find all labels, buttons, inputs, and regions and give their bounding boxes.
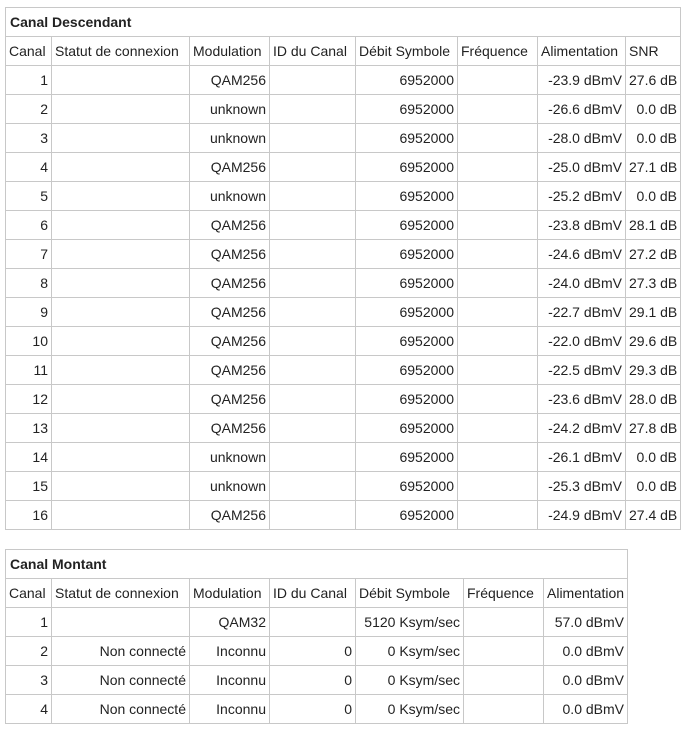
channel-id-cell <box>270 153 356 182</box>
table-row <box>6 95 681 124</box>
symbol-rate-cell: 6952000 <box>356 501 458 530</box>
modulation-cell: Inconnu <box>190 637 270 666</box>
snr-cell: 28.0 dB <box>626 385 681 414</box>
channel-cell: 16 <box>6 501 52 530</box>
channel-cell: 3 <box>6 666 52 695</box>
channel-id-cell <box>270 240 356 269</box>
channel-id-cell <box>270 472 356 501</box>
power-cell: -25.0 dBmV <box>538 153 626 182</box>
connection-status-cell <box>52 269 190 298</box>
snr-cell: 0.0 dB <box>626 95 681 124</box>
frequency-cell <box>458 501 538 530</box>
channel-cell: 11 <box>6 356 52 385</box>
channel-cell: 2 <box>6 637 52 666</box>
modulation-cell: QAM256 <box>190 414 270 443</box>
frequency-cell <box>464 695 544 724</box>
channel-cell: 15 <box>6 472 52 501</box>
channel-column-header: Canal <box>6 37 52 66</box>
channel-id-cell <box>270 124 356 153</box>
frequency-cell <box>458 182 538 211</box>
power-cell: 0.0 dBmV <box>544 637 628 666</box>
channel-id-cell <box>270 95 356 124</box>
modulation-cell: QAM256 <box>190 327 270 356</box>
power-cell: -23.8 dBmV <box>538 211 626 240</box>
channel-id-cell <box>270 385 356 414</box>
frequency-cell <box>458 211 538 240</box>
channel-cell: 4 <box>6 153 52 182</box>
snr-cell: 27.4 dB <box>626 501 681 530</box>
channel-column-header: Canal <box>6 579 52 608</box>
table-row <box>6 298 681 327</box>
power-cell: -22.0 dBmV <box>538 327 626 356</box>
symbol-rate-cell: 0 Ksym/sec <box>356 637 464 666</box>
connection-status-cell <box>52 356 190 385</box>
symbol-rate-cell: 6952000 <box>356 124 458 153</box>
channel-cell: 1 <box>6 66 52 95</box>
snr-cell: 29.6 dB <box>626 327 681 356</box>
channel-cell: 5 <box>6 182 52 211</box>
connection-status-cell <box>52 66 190 95</box>
modulation-column-header: Modulation <box>190 37 270 66</box>
channel-cell: 14 <box>6 443 52 472</box>
power-cell: -28.0 dBmV <box>538 124 626 153</box>
connection-status-cell <box>52 240 190 269</box>
frequency-column-header: Fréquence <box>458 37 538 66</box>
channel-cell: 2 <box>6 95 52 124</box>
frequency-cell <box>464 637 544 666</box>
power-cell: -25.2 dBmV <box>538 182 626 211</box>
modulation-cell: unknown <box>190 182 270 211</box>
channel-id-column-header: ID du Canal <box>270 579 356 608</box>
table-row <box>6 182 681 211</box>
symbol-rate-cell: 6952000 <box>356 211 458 240</box>
power-cell: 0.0 dBmV <box>544 666 628 695</box>
frequency-cell <box>458 327 538 356</box>
table-row <box>6 211 681 240</box>
modulation-cell: QAM256 <box>190 153 270 182</box>
power-cell: -24.0 dBmV <box>538 269 626 298</box>
modulation-cell: unknown <box>190 443 270 472</box>
connection-status-cell <box>52 327 190 356</box>
symbol-rate-cell: 0 Ksym/sec <box>356 695 464 724</box>
modulation-cell: QAM32 <box>190 608 270 637</box>
table-row <box>6 472 681 501</box>
snr-cell: 0.0 dB <box>626 124 681 153</box>
power-cell: 0.0 dBmV <box>544 695 628 724</box>
frequency-cell <box>458 443 538 472</box>
snr-cell: 29.3 dB <box>626 356 681 385</box>
symbol-rate-cell: 6952000 <box>356 356 458 385</box>
modulation-cell: unknown <box>190 124 270 153</box>
connection-status-cell <box>52 443 190 472</box>
table-row <box>6 637 628 666</box>
frequency-cell <box>458 124 538 153</box>
downstream-table-title: Canal Descendant <box>6 8 681 37</box>
connection-status-cell <box>52 211 190 240</box>
power-cell: -22.7 dBmV <box>538 298 626 327</box>
modulation-cell: QAM256 <box>190 211 270 240</box>
power-cell: -25.3 dBmV <box>538 472 626 501</box>
channel-cell: 13 <box>6 414 52 443</box>
table-row <box>6 695 628 724</box>
power-cell: -22.5 dBmV <box>538 356 626 385</box>
connection-status-cell <box>52 153 190 182</box>
upstream-channel-table <box>5 549 628 724</box>
channel-id-cell <box>270 269 356 298</box>
channel-cell: 7 <box>6 240 52 269</box>
downstream-table-body <box>6 66 681 530</box>
modulation-cell: QAM256 <box>190 501 270 530</box>
symbol-rate-cell: 6952000 <box>356 327 458 356</box>
modulation-cell: Inconnu <box>190 695 270 724</box>
symbol-rate-cell: 6952000 <box>356 385 458 414</box>
symbol-rate-cell: 6952000 <box>356 240 458 269</box>
snr-cell: 0.0 dB <box>626 443 681 472</box>
channel-cell: 4 <box>6 695 52 724</box>
modulation-cell: QAM256 <box>190 385 270 414</box>
channel-id-cell <box>270 211 356 240</box>
channel-id-cell <box>270 443 356 472</box>
channel-id-cell <box>270 182 356 211</box>
power-column-header: Alimentation <box>544 579 628 608</box>
channel-id-cell: 0 <box>270 666 356 695</box>
frequency-cell <box>458 66 538 95</box>
channel-cell: 1 <box>6 608 52 637</box>
symbol-rate-cell: 6952000 <box>356 472 458 501</box>
frequency-cell <box>458 153 538 182</box>
table-row <box>6 385 681 414</box>
power-cell: -26.6 dBmV <box>538 95 626 124</box>
symbol-rate-cell: 5120 Ksym/sec <box>356 608 464 637</box>
snr-cell: 28.1 dB <box>626 211 681 240</box>
connection-status-cell <box>52 608 190 637</box>
table-row <box>6 501 681 530</box>
power-cell: -24.6 dBmV <box>538 240 626 269</box>
symbol-rate-cell: 0 Ksym/sec <box>356 666 464 695</box>
frequency-cell <box>458 240 538 269</box>
modulation-cell: unknown <box>190 95 270 124</box>
table-row <box>6 414 681 443</box>
symbol-rate-column-header: Débit Symbole <box>356 579 464 608</box>
snr-cell: 27.2 dB <box>626 240 681 269</box>
snr-cell: 27.8 dB <box>626 414 681 443</box>
table-row <box>6 666 628 695</box>
table-row <box>6 269 681 298</box>
channel-id-cell <box>270 414 356 443</box>
connection-status-cell <box>52 95 190 124</box>
frequency-cell <box>464 608 544 637</box>
modulation-column-header: Modulation <box>190 579 270 608</box>
channel-id-cell <box>270 501 356 530</box>
table-row <box>6 66 681 95</box>
channel-id-cell <box>270 327 356 356</box>
symbol-rate-cell: 6952000 <box>356 298 458 327</box>
channel-id-cell <box>270 66 356 95</box>
modulation-cell: QAM256 <box>190 66 270 95</box>
frequency-cell <box>458 472 538 501</box>
power-cell: -23.9 dBmV <box>538 66 626 95</box>
snr-column-header: SNR <box>626 37 681 66</box>
table-row <box>6 240 681 269</box>
connection-status-cell: Non connecté <box>52 666 190 695</box>
symbol-rate-cell: 6952000 <box>356 414 458 443</box>
symbol-rate-cell: 6952000 <box>356 66 458 95</box>
power-cell: -24.2 dBmV <box>538 414 626 443</box>
symbol-rate-cell: 6952000 <box>356 153 458 182</box>
modulation-cell: QAM256 <box>190 298 270 327</box>
channel-cell: 9 <box>6 298 52 327</box>
frequency-cell <box>458 95 538 124</box>
downstream-header-row <box>6 37 681 66</box>
modulation-cell: QAM256 <box>190 240 270 269</box>
connection-status-cell <box>52 501 190 530</box>
symbol-rate-cell: 6952000 <box>356 182 458 211</box>
snr-cell: 0.0 dB <box>626 472 681 501</box>
upstream-table-body <box>6 608 628 724</box>
frequency-cell <box>458 385 538 414</box>
power-cell: 57.0 dBmV <box>544 608 628 637</box>
connection-status-cell <box>52 385 190 414</box>
connection-status-column-header: Statut de connexion <box>52 579 190 608</box>
channel-cell: 6 <box>6 211 52 240</box>
channel-id-cell <box>270 356 356 385</box>
modulation-cell: unknown <box>190 472 270 501</box>
symbol-rate-cell: 6952000 <box>356 95 458 124</box>
power-cell: -24.9 dBmV <box>538 501 626 530</box>
symbol-rate-cell: 6952000 <box>356 269 458 298</box>
table-row <box>6 153 681 182</box>
snr-cell: 27.1 dB <box>626 153 681 182</box>
connection-status-cell <box>52 124 190 153</box>
connection-status-column-header: Statut de connexion <box>52 37 190 66</box>
channel-cell: 12 <box>6 385 52 414</box>
symbol-rate-cell: 6952000 <box>356 443 458 472</box>
symbol-rate-column-header: Débit Symbole <box>356 37 458 66</box>
channel-cell: 8 <box>6 269 52 298</box>
upstream-table-title: Canal Montant <box>6 550 628 579</box>
connection-status-cell <box>52 472 190 501</box>
connection-status-cell: Non connecté <box>52 637 190 666</box>
connection-status-cell <box>52 414 190 443</box>
channel-id-cell <box>270 298 356 327</box>
frequency-column-header: Fréquence <box>464 579 544 608</box>
channel-cell: 3 <box>6 124 52 153</box>
channel-id-cell: 0 <box>270 695 356 724</box>
frequency-cell <box>464 666 544 695</box>
modulation-cell: QAM256 <box>190 269 270 298</box>
table-row <box>6 124 681 153</box>
power-cell: -26.1 dBmV <box>538 443 626 472</box>
snr-cell: 27.6 dB <box>626 66 681 95</box>
table-row <box>6 443 681 472</box>
table-row <box>6 608 628 637</box>
snr-cell: 29.1 dB <box>626 298 681 327</box>
channel-id-column-header: ID du Canal <box>270 37 356 66</box>
frequency-cell <box>458 269 538 298</box>
snr-cell: 0.0 dB <box>626 182 681 211</box>
table-row <box>6 356 681 385</box>
frequency-cell <box>458 356 538 385</box>
connection-status-cell <box>52 182 190 211</box>
frequency-cell <box>458 414 538 443</box>
downstream-channel-table <box>5 7 681 530</box>
connection-status-cell: Non connecté <box>52 695 190 724</box>
upstream-header-row <box>6 579 628 608</box>
connection-status-cell <box>52 298 190 327</box>
table-row <box>6 327 681 356</box>
modulation-cell: Inconnu <box>190 666 270 695</box>
channel-id-cell: 0 <box>270 637 356 666</box>
power-cell: -23.6 dBmV <box>538 385 626 414</box>
modulation-cell: QAM256 <box>190 356 270 385</box>
channel-cell: 10 <box>6 327 52 356</box>
snr-cell: 27.3 dB <box>626 269 681 298</box>
frequency-cell <box>458 298 538 327</box>
channel-id-cell <box>270 608 356 637</box>
power-column-header: Alimentation <box>538 37 626 66</box>
